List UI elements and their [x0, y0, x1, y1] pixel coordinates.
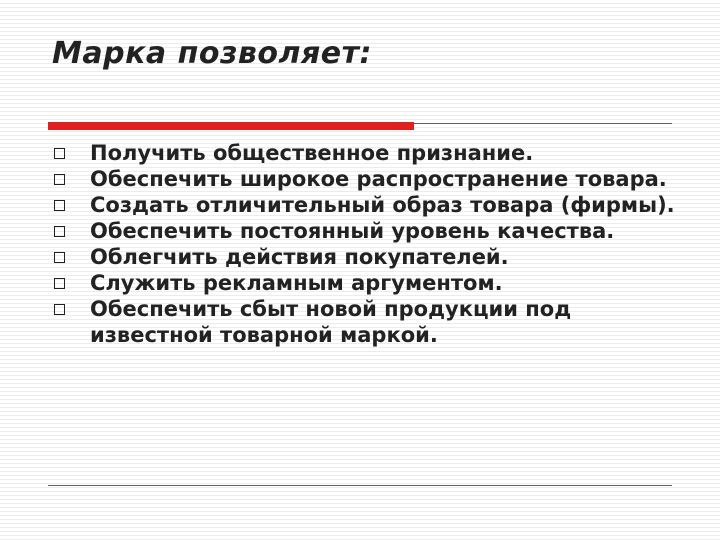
square-bullet-icon [54, 174, 65, 185]
slide-title: Марка позволяет: [52, 36, 372, 71]
bullet-item-6 [50, 270, 680, 296]
bullet-text: Обеспечить сбыт новой продукции под известной товарной маркой. [90, 297, 572, 347]
bullet-text: Обеспечить широкое распространение товара. [90, 167, 667, 191]
bullet-item-7 [50, 296, 680, 348]
footer-divider-line [48, 485, 672, 486]
bullet-item-1 [50, 140, 680, 166]
bullet-item-4 [50, 218, 680, 244]
bullet-list [50, 140, 680, 348]
bullet-text: Служить рекламным аргументом. [90, 271, 503, 295]
bullet-item-3 [50, 192, 680, 218]
square-bullet-icon [54, 226, 65, 237]
bullet-item-5 [50, 244, 680, 270]
square-bullet-icon [54, 200, 65, 211]
square-bullet-icon [54, 278, 65, 289]
square-bullet-icon [54, 148, 65, 159]
square-bullet-icon [54, 304, 65, 315]
bullet-text: Создать отличительный образ товара (фирмы). [90, 193, 675, 217]
bullet-text: Облегчить действия покупателей. [90, 245, 509, 269]
square-bullet-icon [54, 252, 65, 263]
bullet-text: Обеспечить постоянный уровень качества. [90, 219, 615, 243]
title-accent-bar [48, 122, 414, 130]
bullet-text: Получить общественное признание. [90, 141, 534, 165]
bullet-item-2 [50, 166, 680, 192]
